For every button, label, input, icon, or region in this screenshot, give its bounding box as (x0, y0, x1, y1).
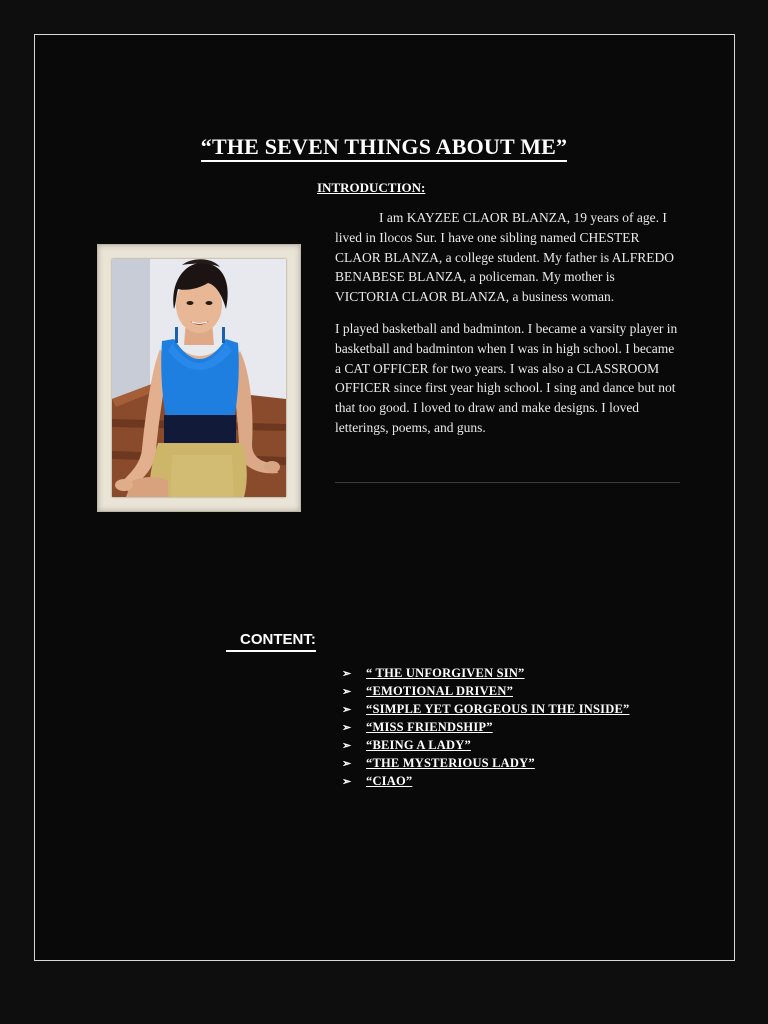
introduction-heading: INTRODUCTION: (317, 180, 426, 195)
introduction-paragraph-1: I am KAYZEE CLAOR BLANZA, 19 years of age. I lived in Ilocos Sur. I have one sibling named CHESTER CLAOR BLANZA, a college student. My father is ALFREDO BENABESE BLANZA, a policeman. My mother is VICTORIA CLAOR BLANZA, a business woman. (335, 210, 674, 305)
content-list-item[interactable] (342, 682, 629, 700)
content-item-label[interactable]: “SIMPLE YET GORGEOUS IN THE INSIDE” (366, 702, 630, 716)
content-list-item[interactable] (342, 700, 629, 718)
document-title-text: “THE SEVEN THINGS ABOUT ME” (201, 134, 567, 162)
introduction-text (335, 208, 678, 450)
content-heading: CONTENT: (226, 630, 316, 652)
arrow-bullet-icon: ➢ (342, 704, 352, 716)
portrait-photo-frame (97, 244, 301, 512)
content-item-label[interactable]: “CIAO” (366, 774, 413, 788)
content-list (342, 664, 629, 790)
content-list-item[interactable] (342, 664, 629, 682)
content-item-label[interactable]: “THE MYSTERIOUS LADY” (366, 756, 535, 770)
arrow-bullet-icon: ➢ (342, 686, 352, 698)
introduction-paragraph-2: I played basketball and badminton. I became a varsity player in basketball and badminton when I was in high school. I became a CAT OFFICER for two years. I was also a CLASSROOM OFFICER since first year high school. I sing and dance but not that too good. I loved to draw and make designs. I loved letterings, poems, and guns. (335, 320, 678, 435)
introduction-divider (335, 482, 680, 483)
arrow-bullet-icon: ➢ (342, 668, 352, 680)
content-item-label[interactable]: “MISS FRIENDSHIP” (366, 720, 493, 734)
content-list-item[interactable] (342, 736, 629, 754)
content-item-label[interactable]: “BEING A LADY” (366, 738, 471, 752)
content-item-label[interactable]: “ THE UNFORGIVEN SIN” (366, 666, 525, 680)
arrow-bullet-icon: ➢ (342, 776, 352, 788)
portrait-photo (112, 259, 286, 497)
arrow-bullet-icon: ➢ (342, 740, 352, 752)
content-list-item[interactable] (342, 772, 629, 790)
arrow-bullet-icon: ➢ (342, 758, 352, 770)
content-item-label[interactable]: “EMOTIONAL DRIVEN” (366, 684, 514, 698)
arrow-bullet-icon: ➢ (342, 722, 352, 734)
document-title (0, 134, 768, 160)
content-list-item[interactable] (342, 754, 629, 772)
content-list-item[interactable] (342, 718, 629, 736)
